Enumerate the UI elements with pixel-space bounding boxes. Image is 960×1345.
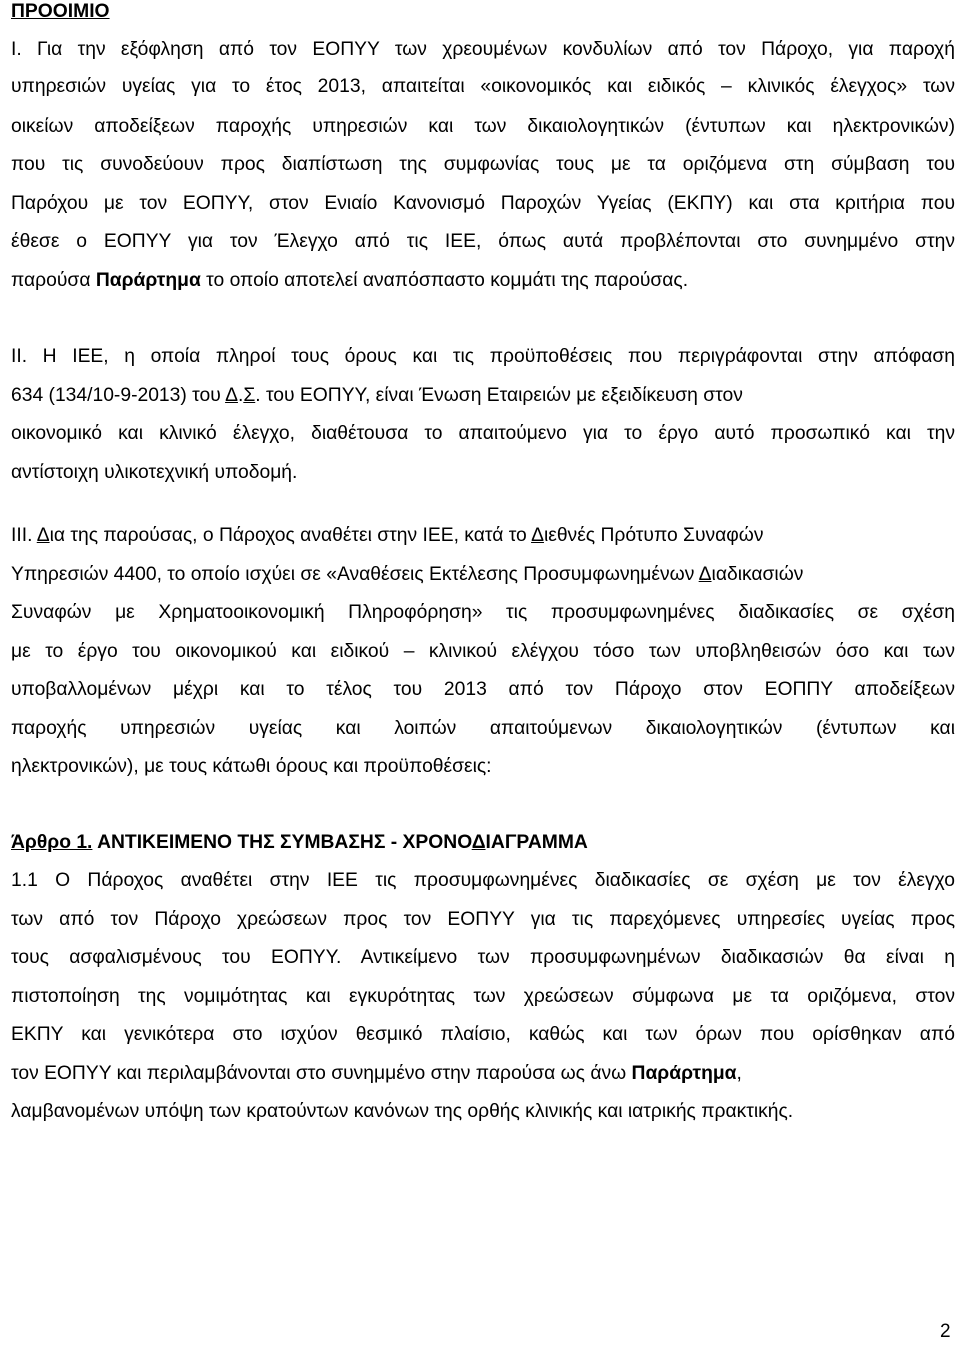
text-run: Δ	[471, 832, 486, 853]
text-line	[11, 557, 955, 593]
text-line: λαμβανομένων υπόψη των κρατούντων κανόνων της ορθής κλινικής και ιατρικής πρακτικής.	[11, 1101, 794, 1122]
page-heading: ΠΡΟΟΙΜΙΟ	[11, 1, 110, 22]
annex-reference: Παράρτημα	[631, 1063, 737, 1084]
text-line: οικονομικό και κλινικό έλεγχο, διαθέτουσα το απαιτούμενο για το έργο αυτό προσωπικό και την	[11, 423, 955, 444]
text-line	[11, 1056, 955, 1092]
text-run: παρούσα	[11, 270, 96, 291]
text-run: Δ	[531, 525, 544, 546]
text-line: έθεσε ο ΕΟΠΥΥ για τον Έλεγχο από τις ΙΕΕ, όπως αυτά προβλέπονται στο συνημμένο στην	[11, 231, 955, 252]
text-line: πιστοποίηση της νομιμότητας και εγκυρότητας των χρεώσεων σύμφωνα με τα οριζόμενα, στον	[11, 986, 955, 1007]
text-line: οικείων αποδείξεων παροχής υπηρεσιών και των δικαιολογητικών (έντυπων και ηλεκτρονικών)	[11, 116, 955, 137]
text-run: Υπηρεσιών 4400, το οποίο ισχύει σε «Αναθέσεις Εκτέλεσης Προσυμφωνημένων	[11, 564, 699, 585]
text-run: .	[237, 385, 244, 406]
text-line: ηλεκτρονικών), με τους κάτωθι όρους και προϋποθέσεις:	[11, 756, 492, 777]
article-number: Άρθρο 1.	[11, 832, 93, 853]
text-line: ΕΚΠΥ και γενικότερα στο ισχύον θεσμικό πλαίσιο, καθώς και των όρων που ορίσθηκαν από	[11, 1024, 955, 1045]
text-line: αντίστοιχη υλικοτεχνική υποδομή.	[11, 462, 298, 483]
text-line: 1.1 Ο Πάροχος αναθέτει στην ΙΕΕ τις προσυμφωνημένες διαδικασίες σε σχέση με τον έλεγχο	[11, 870, 955, 891]
text-line: με το έργο του οικονομικού και ειδικού – κλινικού ελέγχου τόσο των υποβληθεισών όσο και των	[11, 641, 955, 662]
text-run: . του ΕΟΠΥΥ, είναι Ένωση Εταιρειών με εξειδίκευση στον	[255, 385, 743, 406]
text-run: τον ΕΟΠΥΥ και περιλαμβάνονται στο συνημμένο στην παρούσα ως άνω	[11, 1063, 632, 1084]
text-line: που τις συνοδεύουν προς διαπίστωση της συμφωνίας τους με τα οριζόμενα στη σύμβαση του	[11, 154, 955, 175]
text-run: το οποίο αποτελεί αναπόσπαστο κομμάτι της παρούσας.	[200, 270, 689, 291]
text-run: ΙΙΙ.	[11, 525, 37, 546]
text-run: ια της παρούσας, ο Πάροχος αναθέτει στην ΙΕΕ, κατά το	[49, 525, 532, 546]
text-line: Παρόχου με τον ΕΟΠΥΥ, στον Ενιαίο Κανονισμό Παροχών Υγείας (ΕΚΠΥ) και στα κριτήρια που	[11, 193, 955, 214]
text-line: παροχής υπηρεσιών υγείας και λοιπών απαιτούμενων δικαιολογητικών (έντυπων και	[11, 718, 955, 739]
text-line: ΙΙ. Η ΙΕΕ, η οποία πληροί τους όρους και τις προϋποθέσεις που περιγράφονται στην απόφαση	[11, 346, 955, 367]
text-run: ΙΑΓΡΑΜΜΑ	[485, 832, 588, 853]
text-run: Σ	[243, 385, 256, 406]
text-run: ΑΝΤΙΚΕΙΜΕΝΟ ΤΗΣ ΣΥΜΒΑΣΗΣ - ΧΡΟΝΟ	[92, 832, 472, 853]
text-run: Δ	[225, 385, 238, 406]
page-number: 2	[940, 1321, 951, 1342]
text-run: ιεθνές Πρότυπο Συναφών	[543, 525, 764, 546]
text-line: υποβαλλομένων μέχρι και το τέλος του 2013 από τον Πάροχο στον ΕΟΠΠΥ αποδείξεων	[11, 679, 955, 700]
annex-reference: Παράρτημα	[95, 270, 201, 291]
text-run: ,	[736, 1063, 742, 1084]
text-line: υπηρεσιών υγείας για το έτος 2013, απαιτείται «οικονομικός και ειδικός – κλινικός έλεγχος» των	[11, 76, 955, 97]
article-title	[11, 825, 955, 861]
text-line: Ι. Για την εξόφληση από τον ΕΟΠΥΥ των χρεουμένων κονδυλίων από τον Πάροχο, για παροχή	[11, 39, 955, 60]
text-line: τους ασφαλισμένους του ΕΟΠΥΥ. Αντικείμενο των προσυμφωνημένων διαδικασιών θα είναι η	[11, 947, 955, 968]
text-run: ιαδικασιών	[711, 564, 804, 585]
text-line	[11, 518, 955, 554]
text-run: 634 (134/10-9-2013) του	[11, 385, 226, 406]
text-run: Δ	[36, 525, 50, 546]
text-run: Δ	[698, 564, 712, 585]
text-line	[11, 263, 955, 299]
text-line	[11, 378, 955, 414]
text-line: Συναφών με Χρηματοοικονομική Πληροφόρηση» τις προσυμφωνημένες διαδικασίες σε σχέση	[11, 602, 955, 623]
text-line: των από τον Πάροχο χρεώσεων προς τον ΕΟΠΥΥ για τις παρεχόμενες υπηρεσίες υγείας προς	[11, 909, 955, 930]
